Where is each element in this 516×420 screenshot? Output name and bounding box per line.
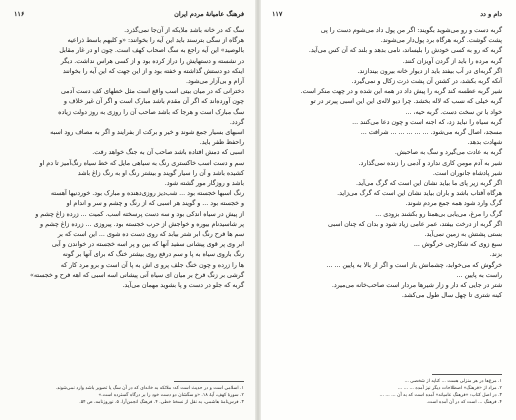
- footnote: ۲. سورهٔ کهف، آیهٔ ۱۸. «و سگشان دو دست خود را بر درگاه گسترده است.»: [98, 393, 244, 398]
- footnote: ۳. فرس‌نامهٔ هاشمی، به نقل از نسخهٔ خطی. ۴. فرهنگ انجمن‌آرا. ۵. نوروزنامه، ص ۵۴.: [79, 400, 244, 405]
- text-line: راحفظ ظفر باید.: [199, 139, 244, 147]
- text-line: پشت گوشت. گربه هرگاه برد پول‌دار می‌شوند.: [380, 37, 502, 45]
- text-line: شیر پادشاه جانوران است.: [432, 169, 502, 177]
- page-number: ۱۱۷: [272, 10, 283, 18]
- footnote: ۴. فرهنگ ... است که در آن آمده است.: [426, 400, 502, 405]
- book-gutter: [255, 0, 261, 420]
- running-header: [14, 8, 244, 20]
- text-line: گربه که رو به کسی خودش را بلیساند، نامی بدهد و بلند که آن کس می‌آید.: [308, 47, 502, 55]
- text-line: سم و دست اسب خاکستری رنگ به سیاهی مایل که خط سیاه رنگ‌آمیز تا دم او: [39, 159, 244, 167]
- text-line: گربه به عادت می‌گیرد و سگ به صاحبش.: [394, 149, 502, 157]
- text-line: بزند.: [489, 251, 502, 259]
- text-line: اسبی که دمش افتاده باشد صاحب آن به جنگ خواهد رفت.: [92, 149, 244, 157]
- text-line: گربه دست و رو می‌شوید بگویند: اگر من پول داد می‌شوم دست را پی: [320, 27, 502, 34]
- text-line: در نشسته و دستهایش را دراز کرده بود و از کسی هراس نداشت. دیگر: [60, 57, 244, 65]
- footnote: ۱. اسلامی است و در حدیث است که: ملائکه به خانه‌ای که در آن سگ یا تصویر باشد وارد نمی‌شوند.: [55, 386, 244, 391]
- footnote-rule: [432, 374, 502, 375]
- text-line: شتر در جایی که دار و زار شیرها مردار است صاحب‌خانه می‌میرد.: [331, 282, 502, 290]
- text-line: ابر وی پر قوی پیشانی سفید آنها که بین و پر اسه خجسته در خواندن و آبی: [51, 241, 244, 249]
- text-line: شیر به آدم مومن کاری ندارد و آدمی را زنده نمی‌گذارد.: [358, 159, 502, 167]
- text-line: گربه سیاه را نباید زد، که اجنه است و چون دعا می‌کنند ...: [352, 118, 502, 126]
- text-line: گربه خیلی که نسب که لاله بخشد. چرا دیو لاله‌ی این این اسبی پیرتر در تو: [310, 98, 502, 106]
- text-line: اسبهای بسیار جمع شوند و خیر و برکت از بفرایند و اگر به مصاف رود اسبه: [50, 129, 244, 137]
- text-line: گرگ را مرغ، می‌یابی بی‌همتا رو بکشند بزودی ...: [375, 210, 502, 218]
- text-line: سگ که در خانه باشد ملایکه از آن‌جا نمی‌گذرد.: [124, 27, 244, 34]
- running-header: [272, 8, 502, 20]
- right-page: [258, 0, 516, 420]
- text-line: بالوصید» این آیه راجع به سگ اصحاب کهف است. چون او در غار مقابل: [59, 47, 244, 55]
- text-line: گرشی بر زنگ فرخ بر میان ای سیاه آنی پیشانی اسه اسبی که اهه فرح و خجسته»: [30, 271, 244, 279]
- text-line: پر شاسیدنام بیوره و خواجش از حرب خجسته بود. پیروزی ... زرده زاغ چشم و: [40, 220, 244, 228]
- text-line: آرام و بی‌آزار می‌شود.: [185, 78, 244, 86]
- text-line: دخترانی که در میان بیتی اسب واقع است مثل خطهای کف دست آدمی: [60, 88, 244, 96]
- text-line: بستی پشتش به زمین نمی‌آید.: [424, 231, 502, 239]
- text-line: خواد با تن سخت دست. گربه حیه، ...: [405, 108, 502, 116]
- text-line: گردد.: [229, 118, 244, 126]
- page-number: ۱۱۶: [14, 10, 25, 18]
- body-text: [14, 26, 244, 291]
- footnote: ۲. مراد از «فرهنگ» اصطلاحات دیگر نیز آمده ... ... ...: [397, 386, 502, 391]
- text-line: راست به پایین ...: [456, 271, 502, 279]
- text-line: آنکه گربه بکشد، در کشتن آن پشت ذرت زکال و نمی‌گیرد.: [351, 78, 502, 86]
- text-line: از پیش در سیاه اندکی بود و سه دست پرسخته اسب. کمیت ... زرده زاغ چشم و: [35, 210, 244, 218]
- text-line: اگر گربه زیر پای ما بیاید نشان این است که گرگ می‌آید.: [356, 180, 502, 188]
- text-line: اگر گربه از درخت بیفتد، عمر عامی زیاد شود و بدان که چنان اسبی: [327, 220, 502, 228]
- footnote-rule: [174, 381, 244, 382]
- text-line: سم ها فرح رنگ ابر شتر بیابد که روی دست ده شوی ... این است که بر: [57, 231, 244, 239]
- text-line: خرگوش که می‌خوابد، چشمانش باز است و اگر از بالا به پایین ... ...: [326, 261, 502, 269]
- body-text: [272, 26, 502, 301]
- footnote: ۱. مرغ‌ها در هر منزلی هست ... کنایه از شخصی ...: [404, 379, 502, 384]
- footnote: ۳. در اصل کتاب: «فرهنگ عامیانه» آمده است که به آن ... ... ...: [379, 393, 502, 398]
- running-head-title: دام و دد: [480, 10, 502, 18]
- text-line: باشد و روزگار مور گشته شود.: [164, 180, 244, 188]
- text-line: گرگ وارد شود همه جمع مردم شوند.: [405, 200, 502, 208]
- text-line: هرگاه از سگی بترسند باید این آیه را بخوانند: «و کلبهم باسط ذراعیه: [67, 37, 244, 45]
- text-line: رنگ باروی سیاه به پا و سم درفع روی بیشتر خنگ که برای آنها بر گونه: [62, 251, 244, 259]
- text-line: اگر گربه‌ای در آب بیفتد باید از دیوار خانه بیرون بیندازند.: [357, 67, 502, 75]
- text-line: کشیده باشد و آن را سیار گویند و بیشتر رنگ او به رنگ زاغ باشد: [77, 169, 244, 177]
- text-line: شیر گربه عطسه کند گربه را پیش داد در همه این شده و در چهت منکر است.: [300, 88, 502, 96]
- running-head-title: فرهنگ عامیانهٔ مردم ایران: [174, 10, 244, 18]
- text-line: ها را زرده و چون خنگ جلف پرو ی اش به پا آن است و برو مرد کار که: [60, 261, 244, 269]
- text-line: سگ مبارک است و هرجا که باشد صاحب آن را روزی به روز دولت زیاده: [58, 108, 244, 116]
- text-line: کینه شتری تا چهل سال طول می‌کشد.: [401, 292, 502, 300]
- text-line: گربه مرده را باید از گردن آویزان کنند.: [402, 57, 502, 65]
- text-line: و خجسته بود ... و گویند هر اسبی که از رنگ و چشم و سر و اندام او: [66, 200, 244, 208]
- text-line: شهادت بدهد.: [467, 139, 502, 147]
- text-line: اینکه دو دستش گذاشته و خفته بود و از این جهت که این آیه را بخوانند: [62, 67, 244, 75]
- text-line: رنگ اسبها خجسته بود ... شب‌دیز روزی‌دهنده و مبارک بود. خوردنیها آهسته: [50, 190, 244, 198]
- text-line: هرگاه آفتاب باشد و باران بیاید نشان این است که گرگ می‌زاید.: [337, 190, 502, 198]
- text-line: مسجد، اصال گربه می‌شود. ... ... ... ... ... شرافت ...: [360, 129, 502, 137]
- text-line: چون آورده‌اند که اگر آن مقدم باشد مبارک است و اگر آن غیر خلاف و: [63, 98, 244, 106]
- text-line: گربه که جلو در دست و پا بشوید مهمان می‌آید.: [122, 282, 244, 290]
- text-line: سبع زوی که شکارچی خرگوش ...: [413, 241, 502, 249]
- footnotes: [14, 381, 244, 406]
- footnotes: [272, 374, 502, 406]
